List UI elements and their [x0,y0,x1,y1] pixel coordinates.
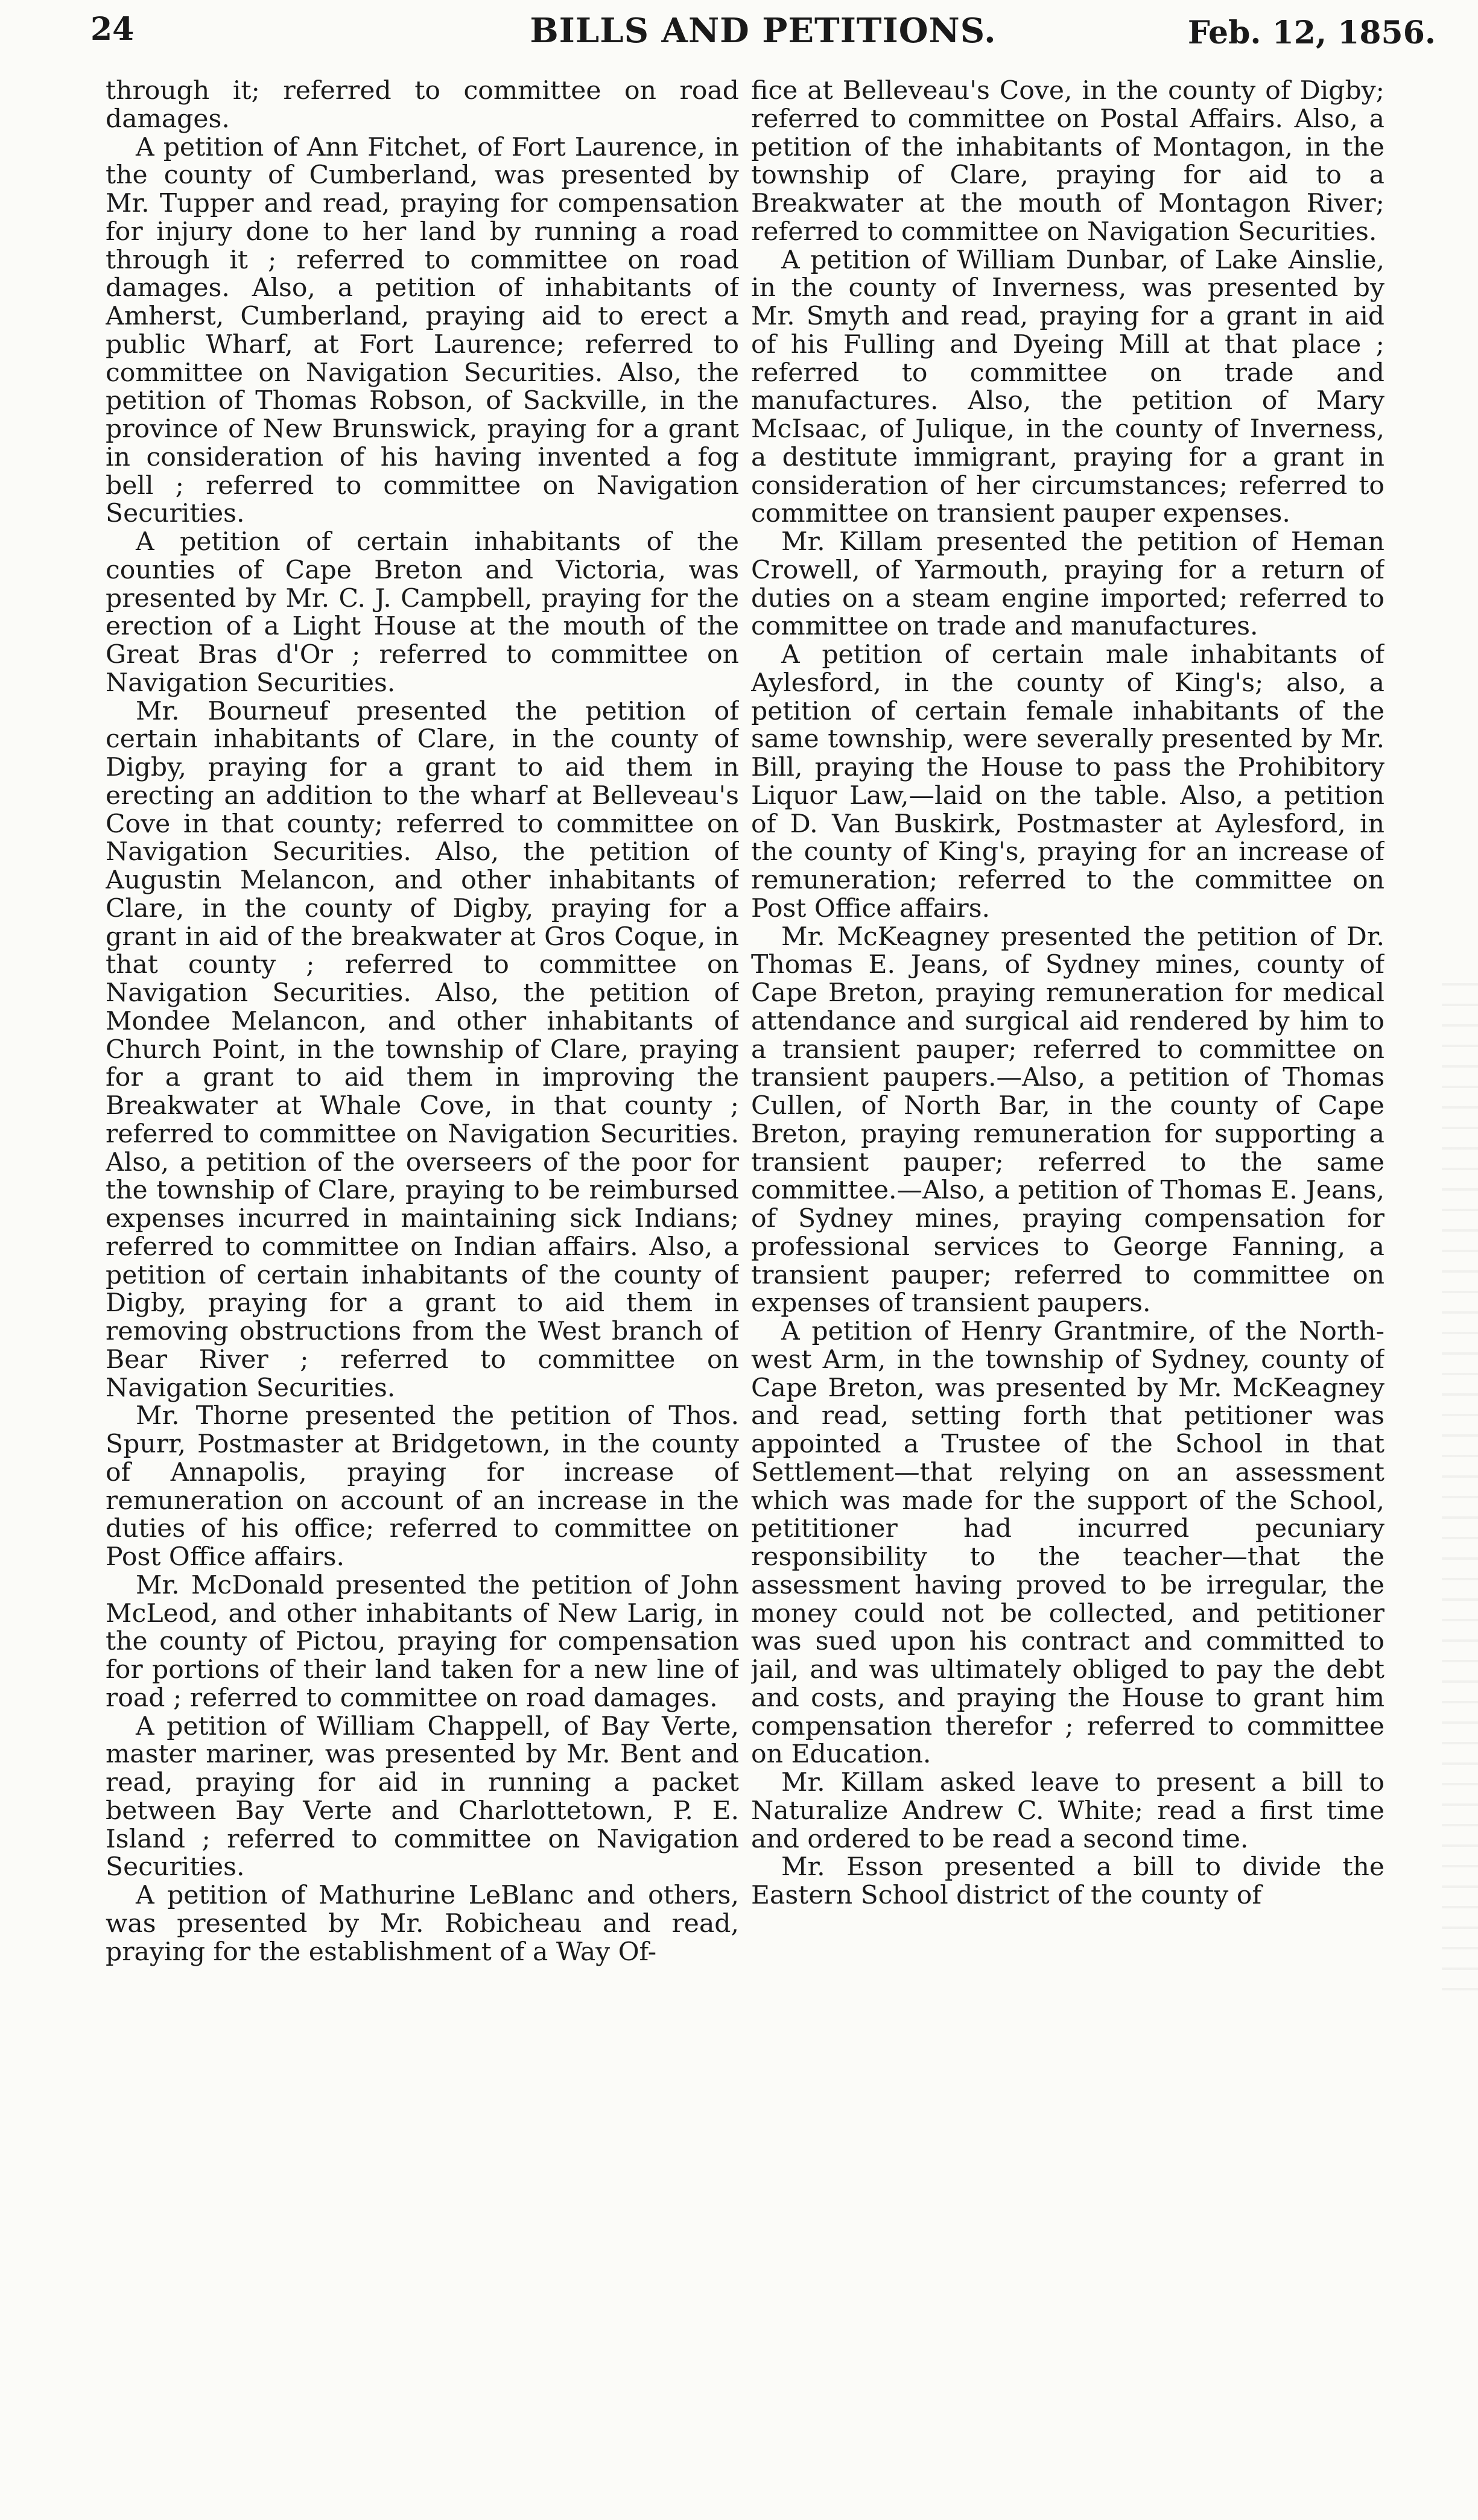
paragraph: A petition of William Dunbar, of Lake Ainslie, in the county of Inverness, was presented by Mr. Smyth and read, praying for a grant in aid of his Fulling and Dyeing Mill at that place ; referred to committee on trade and manufactures. Also, the petition of Mary McIsaac, of Julique, in the county of Inverness, a destitute immigrant, praying for a grant in consideration of her circumstances; referred to committee on transient pauper expenses. [751,245,1384,529]
paragraph: fice at Belleveau's Cove, in the county of Digby; referred to committee on Postal Affairs. Also, a petition of the inhabitants of Montagon, in the township of Clare, praying for aid to a Breakwater at the mouth of Montagon River; referred to committee on Navigation Securities. [751,77,1384,247]
paragraph: through it; referred to committee on road damages. [106,77,739,134]
right-column [751,77,1384,2466]
left-column [106,77,739,2466]
paragraph: Mr. Bourneuf presented the petition of certain inhabitants of Clare, in the county of Digby, praying for a grant to aid them in erecting an addition to the wharf at Belleveau's Cove in that county; referred to committee on Navigation Securities. Also, the petition of Augustin Melancon, and other inhabitants of Clare, in the county of Digby, praying for a grant in aid of the breakwater at Gros Coque, in that county ; referred to committee on Navigation Securities. Also, the petition of Mondee Melancon, and other inhabitants of Church Point, in the township of Clare, praying for a grant to aid them in improving the Breakwater at Whale Cove, in that county ; referred to committee on Navigation Securities. Also, a petition of the overseers of the poor for the township of Clare, praying to be reimbursed expenses incurred in maintaining sick Indians; referred to committee on Indian affairs. Also, a petition of certain inhabitants of the county of Digby, praying for a grant to aid them in removing obstructions from the West branch of Bear River ; referred to committee on Navigation Securities. [106,696,739,1403]
paragraph: A petition of Ann Fitchet, of Fort Laurence, in the county of Cumberland, was presented by Mr. Tupper and read, praying for compensation for injury done to her land by running a road through it ; referred to committee on road damages. Also, a petition of inhabitants of Amherst, Cumberland, praying aid to erect a public Wharf, at Fort Laurence; referred to committee on Navigation Securities. Also, the petition of Thomas Robson, of Sackville, in the province of New Brunswick, praying for a grant in consideration of his having invented a fog bell ; referred to committee on Navigation Securities. [106,132,739,529]
page-number: 24 [90,11,135,48]
paragraph: A petition of Mathurine LeBlanc and others, was presented by Mr. Robicheau and read, praying for the establishment of a Way Of- [106,1881,739,1967]
paragraph: Mr. McKeagney presented the petition of Dr. Thomas E. Jeans, of Sydney mines, county of Cape Breton, praying remuneration for medical attendance and surgical aid rendered by him to a transient pauper; referred to committee on transient paupers.—Also, a petition of Thomas Cullen, of North Bar, in the county of Cape Breton, praying remuneration for supporting a transient pauper; referred to the same committee.—Also, a petition of Thomas E. Jeans, of Sydney mines, praying compensation for professional services to George Fanning, a transient pauper; referred to committee on expenses of transient paupers. [751,922,1384,1319]
paragraph: A petition of William Chappell, of Bay Verte, master mariner, was presented by Mr. Bent and read, praying for aid in running a packet between Bay Verte and Charlottetown, P. E. Island ; referred to committee on Navigation Securities. [106,1711,739,1882]
scan-edge-noise [1442,965,1478,1990]
paragraph: Mr. Killam presented the petition of Heman Crowell, of Yarmouth, praying for a return of duties on a steam engine imported; referred to committee on trade and manufactures. [751,527,1384,642]
paragraph: Mr. McDonald presented the petition of John McLeod, and other inhabitants of New Larig, in the county of Pictou, praying for compensation for portions of their land taken for a new line of road ; referred to committee on road damages. [106,1570,739,1713]
paragraph: A petition of Henry Grantmire, of the North-west Arm, in the township of Sydney, county of Cape Breton, was presented by Mr. McKeagney and read, setting forth that petitioner was appointed a Trustee of the School in that Settlement—that relying on an assessment which was made for the support of the School, petititioner had incurred pecuniary responsibility to the teacher—that the assessment having proved to be irregular, the money could not be collected, and petitioner was sued upon his contract and committed to jail, and was ultimately obliged to pay the debt and costs, and praying the House to grant him compensation therefor ; referred to committee on Education. [751,1317,1384,1770]
paragraph: Mr. Thorne presented the petition of Thos. Spurr, Postmaster at Bridgetown, in the county of Annapolis, praying for increase of remuneration on account of an increase in the duties of his office; referred to committee on Post Office affairs. [106,1401,739,1572]
running-title: BILLS AND PETITIONS. [530,11,997,51]
page-header [90,11,1436,71]
issue-date: Feb. 12, 1856. [1187,14,1436,51]
paragraph: Mr. Killam asked leave to present a bill to Naturalize Andrew C. White; read a first time and ordered to be read a second time. [751,1768,1384,1854]
paragraph: Mr. Esson presented a bill to divide the Eastern School district of the county of [751,1852,1384,1910]
paragraph: A petition of certain male inhabitants of Aylesford, in the county of King's; also, a petition of certain female inhabitants of the same township, were severally presented by Mr. Bill, praying the House to pass the Prohibitory Liquor Law,—laid on the table. Also, a petition of D. Van Buskirk, Postmaster at Aylesford, in the county of King's, praying for an increase of remuneration; referred to the committee on Post Office affairs. [751,640,1384,923]
paragraph: A petition of certain inhabitants of the counties of Cape Breton and Victoria, was presented by Mr. C. J. Campbell, praying for the erection of a Light House at the mouth of the Great Bras d'Or ; referred to committee on Navigation Securities. [106,527,739,698]
